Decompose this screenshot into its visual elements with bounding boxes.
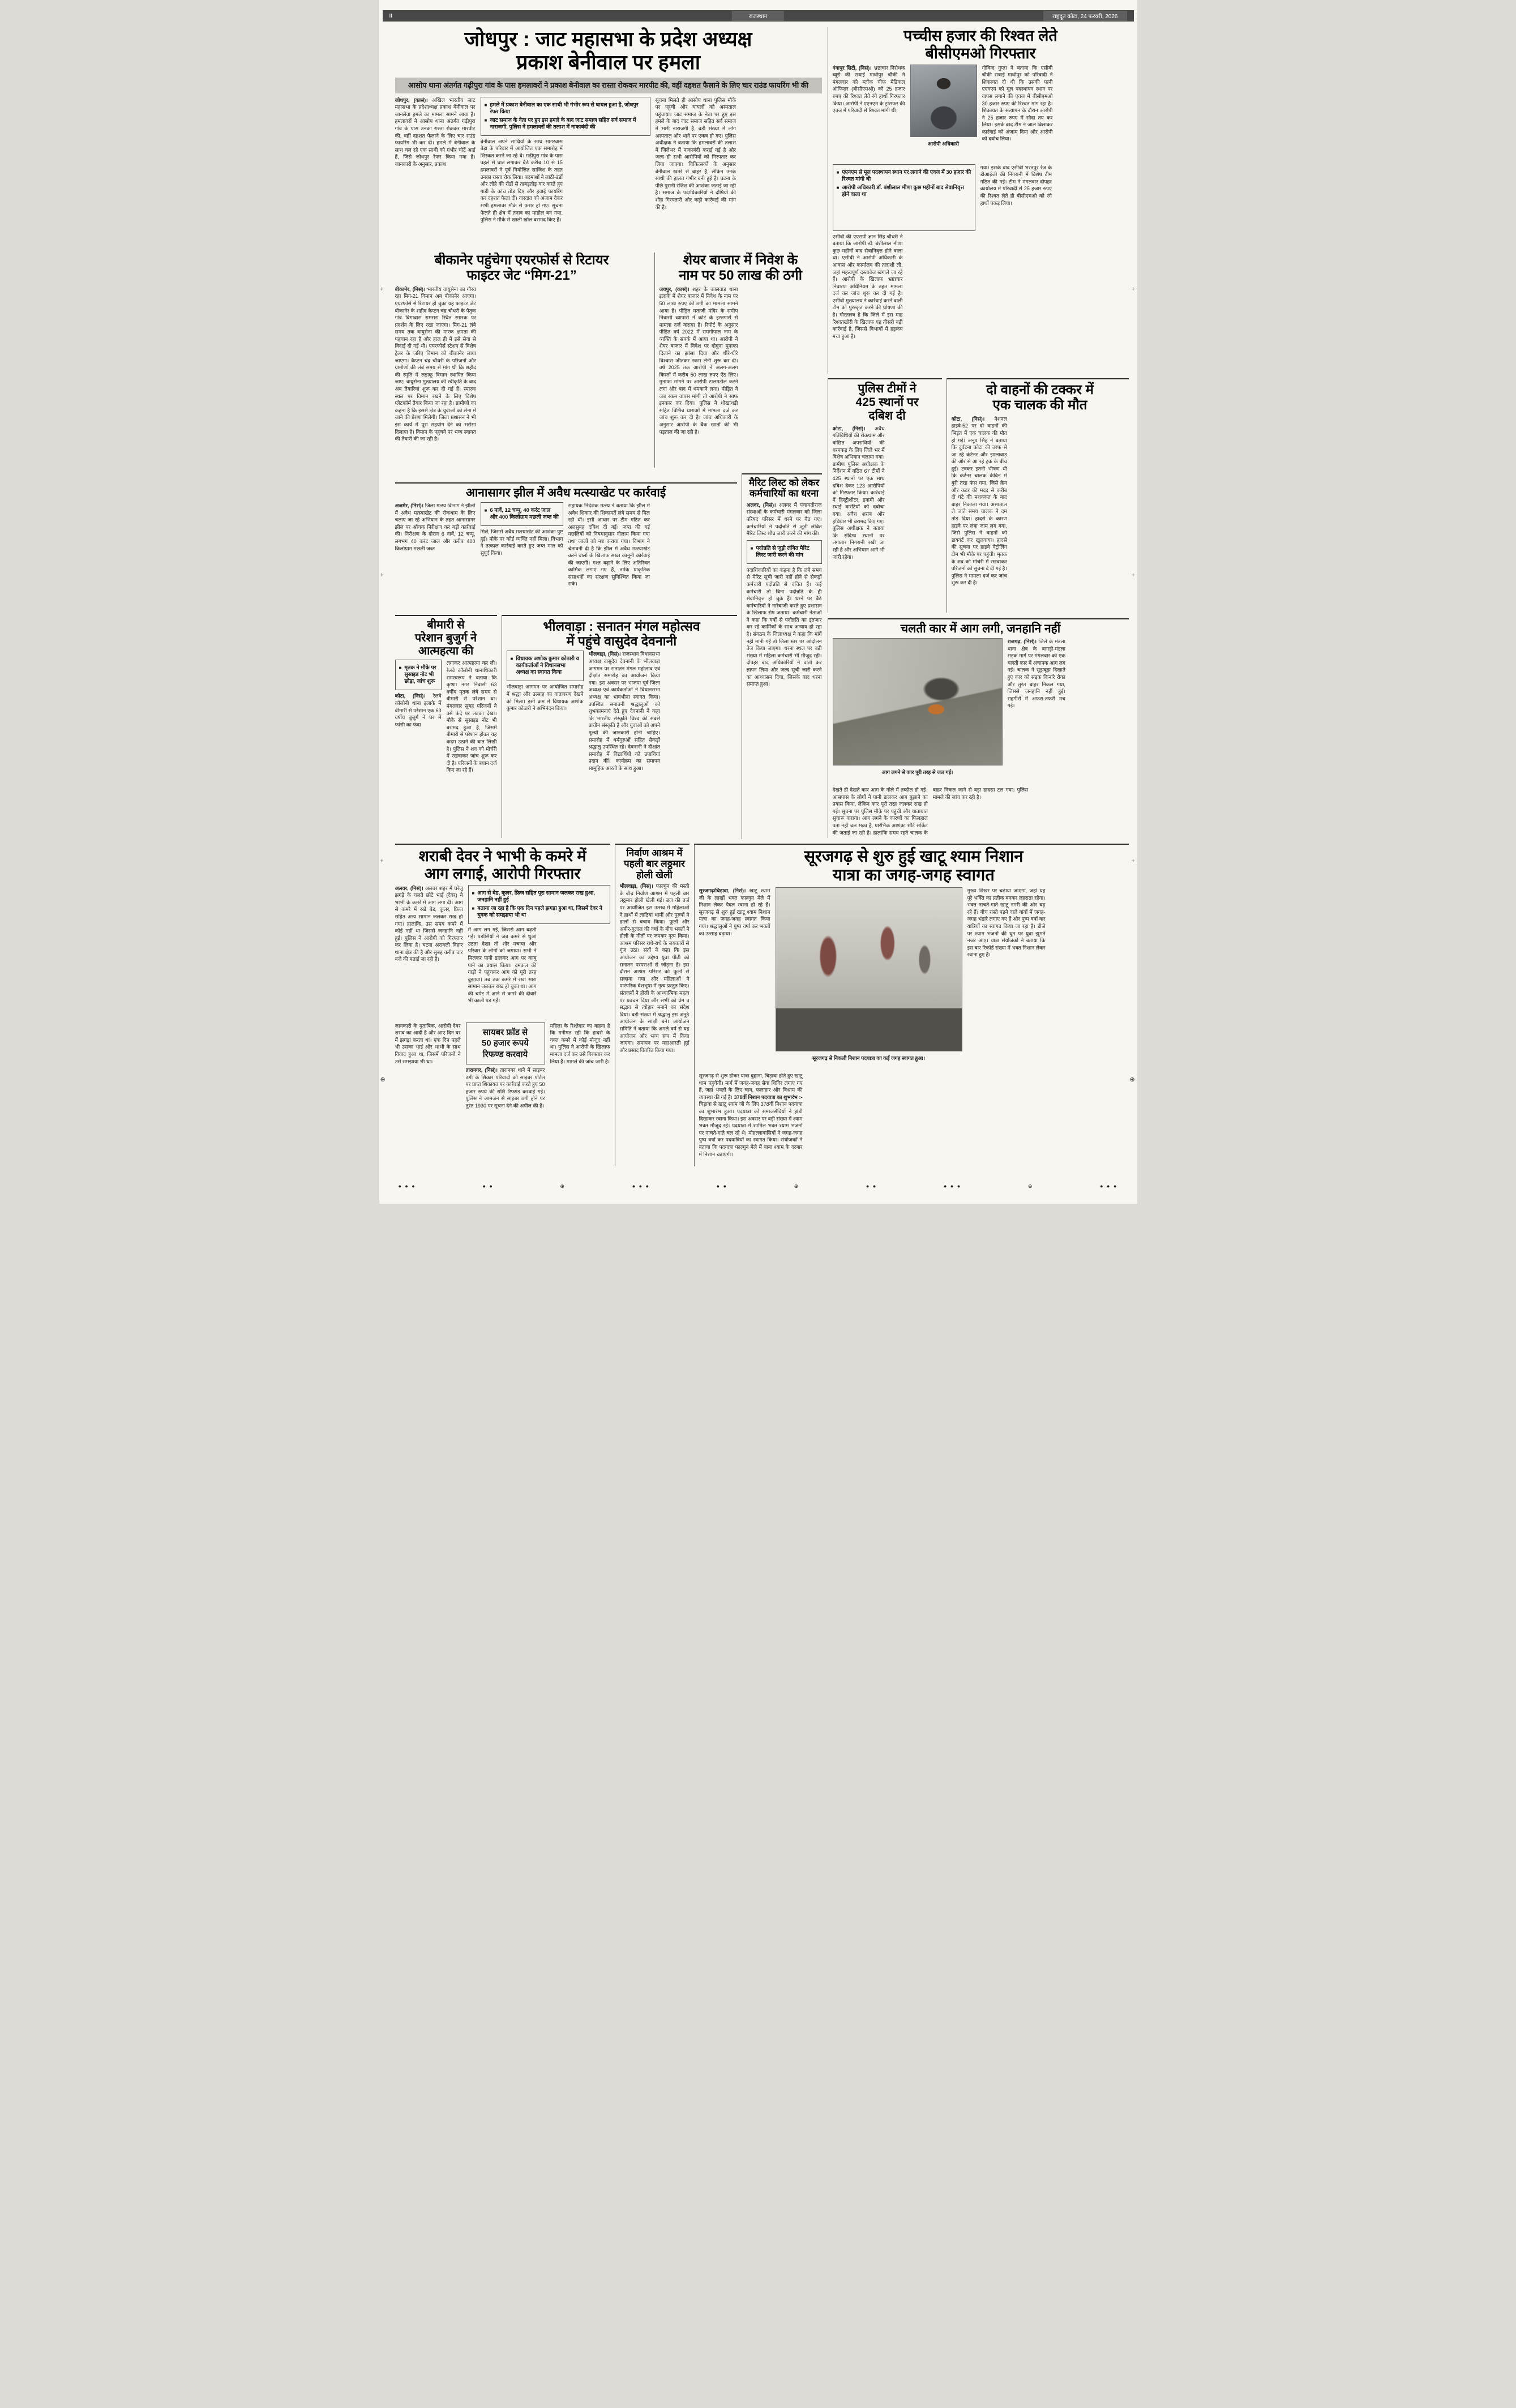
body-text: बीकानेर, (निसं)। भारतीय वायुसेना का गौरव रहा मिग-21 विमान अब बीकानेर आएगा। एयरफोर्स से रिटायर हो चुका यह फाइटर जेट बीकानेर के शहीद कैप्टन चंद्र चौधरी के पैतृक गांव बिगावास रामसरा स्थित स्मारक पर प्रदर्शन के लिए रखा जाएगा। मिग-21 लंबे समय तक वायुसेना की मारक क्षमता की पहचान रहा है और हाल ही में इसे सेवा से विदाई दी गई थी। एयरफोर्स स्टेशन से विशेष ट्रेलर के जरिए विमान को बीकानेर लाया जाएगा। कैप्टन चंद्र चौधरी के परिजनों और ग्रामीणों की लंबे समय से मांग थी कि शहीद की स्मृति में लड़ाकू विमान स्थापित किया जाए। वायुसेना मुख्यालय की स्वीकृति के बाद अब तैयारियां शुरू कर दी गई हैं। स्मारक स्थल पर विमान रखने के लिए विशेष प्लेटफॉर्म तैयार किया जा रहा है। ग्रामीणों का कहना है कि इससे क्षेत्र के युवाओं को सेना में जाने की प्रेरणा मिलेगी। जिला प्रशासन ने भी इस कार्य में पूरा सहयोग देने का भरोसा दिलाया है। विमान के पहुंचने पर भव्य स्वागत की तैयारी की जा रही है। xyxy=(395,286,476,442)
registration-mark: + xyxy=(380,858,384,865)
body-text: मिले, जिससे अवैध मत्स्याखेट की आशंका पुष्ट हुई। मौके पर कोई व्यक्ति नहीं मिला। विभाग ने तत्काल कार्रवाई करते हुए जब्त माल को सुपुर्द किया। xyxy=(480,528,563,556)
dateline: कोटा, (निसं)। xyxy=(951,416,985,422)
headline: सायबर फ्रॉड से 50 हजार रूपये रिफण्ड करवाये xyxy=(466,1023,545,1065)
registration-target-mark: ⊕ xyxy=(1129,1076,1135,1083)
highlight-box xyxy=(747,540,822,564)
headline: शराबी देवर ने भाभी के कमरे में आग लगाई, आरोपी गिरफ्तार xyxy=(418,848,586,882)
article-bhilwara-devnani xyxy=(502,615,737,838)
headline: पुलिस टीमों ने 425 स्थानों पर दबिश दी xyxy=(855,382,919,422)
article-car-fire xyxy=(828,618,1129,838)
dateline: गंगापुर सिटी, (निसं)। xyxy=(832,65,872,71)
bullet-item: ■ 6 नावें, 12 चप्पू, 40 करंट जाल और 400 किलोग्राम मछली जब्त की xyxy=(485,507,559,521)
body-text: सूचना मिलते ही आसोप थाना पुलिस मौके पर पहुंची और घायलों को अस्पताल पहुंचाया। जाट समाज के नेता पर हुए इस हमले के बाद जाट समाज सहित सर्व समाज में भारी नाराजगी है, बड़ी संख्या में लोग अस्पताल और थाने पर एकत्र हो गए। पुलिस अधीक्षक ने बताया कि हमलावरों की तलाश में जिलेभर में नाकाबंदी कराई गई है और जल्द ही सभी आरोपियों को गिरफ्तार कर लिया जाएगा। चिकित्सकों के अनुसार बेनीवाल खतरे से बाहर हैं, लेकिन उनके साथी की हालत गंभीर बनी हुई है। घटना के पीछे पुरानी रंजिश की आशंका जताई जा रही है। समाज के पदाधिकारियों ने दोषियों की शीघ्र गिरफ्तारी और कड़ी कार्रवाई की मांग की है। xyxy=(655,97,736,210)
bullet-icon xyxy=(837,185,840,198)
body-text: कोटा, (निसं)। रेलवे कॉलोनी थाना इलाके में बीमारी से परेशान एक 63 वर्षीय बुजुर्ग ने घर में फांसी का फंदा xyxy=(395,693,442,728)
body-text: जयपुर, (कासं)। शहर के कालवाड़ थाना इलाके में शेयर बाजार में निवेश के नाम पर 50 लाख रुपए की ठगी का मामला सामने आया है। पीड़ित मताजी मंदिर के समीप निवासी व्यापारी ने कोर्ट के इस्तगासे से मामला दर्ज कराया है। रिपोर्ट के अनुसार पीड़ित वर्ष 2022 में रामगोपाल नाम के व्यक्ति के संपर्क में आया था। आरोपी ने शेयर बाजार में निवेश पर दोगुना मुनाफा दिलाने का झांसा दिया और धीरे-धीरे विश्वास जीतकर रकम लेनी शुरू कर दी। वर्ष 2025 तक आरोपी ने अलग-अलग किस्तों में करीब 50 लाख रुपए ऐंठ लिए। मुनाफा मांगने पर आरोपी टालमटोल करने लगा और बाद में धमकाने लगा। पीड़ित ने जब रकम वापस मांगी तो आरोपी ने साफ इनकार कर दिया। पुलिस ने धोखाधड़ी सहित विभिन्न धाराओं में मामला दर्ज कर जांच शुरू कर दी है। जांच अधिकारी के अनुसार आरोपी के बैंक खातों की भी पड़ताल की जा रही है। xyxy=(659,286,738,435)
registration-mark: + xyxy=(380,286,384,293)
bullet-icon xyxy=(472,905,475,919)
inline-subhead: 378वीं निशान पदयात्रा का शुभारंभ :- xyxy=(734,1094,803,1100)
registration-mark: + xyxy=(1131,286,1135,293)
bullet-icon xyxy=(751,545,753,559)
print-mark: ⊕ xyxy=(1027,1183,1034,1189)
dateline: अलवर, (निसं)। xyxy=(395,885,423,891)
headline: चलती कार में आग लगी, जनहानि नहीं xyxy=(900,622,1061,635)
headline: दो वाहनों की टक्कर में एक चालक की मौत xyxy=(986,382,1094,413)
bullet-item: ■ आग से बेड, कूलर, फ्रिज सहित पूरा सामान जलकर राख हुआ, जनहानि नहीं हुई xyxy=(472,890,606,904)
dateline: अजमेर, (निसं)। xyxy=(395,502,424,508)
dateline: राजगढ़, (निसं)। xyxy=(1007,638,1037,644)
registration-mark: + xyxy=(380,572,384,579)
dateline: जोधपुर, (कासं)। xyxy=(395,97,428,103)
newspaper-page xyxy=(379,0,1137,1204)
print-mark: ● ● xyxy=(866,1183,877,1189)
headline: आनासागर झील में अवैध मत्स्याखेट पर कार्रवाई xyxy=(465,486,666,499)
article-anasagar-fishing-action xyxy=(395,482,737,609)
article-elderly-suicide xyxy=(395,615,497,838)
dateline: तारानगर, (निसं)। xyxy=(465,1067,498,1073)
body-text: में आग लग गई, जिससे आग बढ़ती गई। पड़ोसियों ने जब कमरे से धुआं उठता देखा तो शोर मचाया और परिवार के लोगों को जगाया। सभी ने मिलकर पानी डालकर आग पर काबू पाने का प्रयास किया। दमकल की गाड़ी ने पहुंचकर आग को पूरी तरह बुझाया। तब तक कमरे में रखा सारा सामान जलकर राख हो चुका था। आग की चपेट में आने से कमरे की दीवारें भी काली पड़ गईं। xyxy=(468,926,537,1004)
article-cyber-refund xyxy=(466,1023,545,1166)
print-mark: ● ● ● xyxy=(398,1183,416,1189)
body-text: बेनीवाल अपने साथियों के साथ सागरवास बेड़ा के परिवार में आयोजित एक समारोह में शिरकत करने जा रहे थे। गढ़ीपुरा गांव के पास पहले से घात लगाकर बैठे करीब 10 से 15 हमलावरों ने पूर्व नियोजित साजिश के तहत उनका रास्ता रोक लिया। बदमाशों ने लाठी-डंडों और लोहे की रॉडों से ताबड़तोड़ वार करते हुए गाड़ी के कांच तोड़ दिए और हवाई फायरिंग कर दहशत फैला दी। वारदात को अंजाम देकर सभी हमलावर मौके से फरार हो गए। सूचना फैलते ही क्षेत्र में तनाव का माहौल बन गया, पुलिस ने मौके से खाली खोल बरामद किए हैं। xyxy=(480,138,563,223)
body-text: लगाकर आत्महत्या कर ली। रेलवे कॉलोनी थानाधिकारी रामस्वरूप ने बताया कि कृष्णा नगर निवासी 63 वर्षीय मृतक लंबे समय से बीमारी से परेशान था। मंगलवार सुबह परिजनों ने उसे फंदे पर लटका देखा। मौके से सुसाइड नोट भी बरामद हुआ है, जिसमें बीमारी से परेशान होकर यह कदम उठाने की बात लिखी है। पुलिस ने शव को मोर्चरी में रखवाकर जांच शुरू कर दी है। परिजनों के बयान दर्ज किए जा रहे हैं। xyxy=(446,660,497,773)
bullet-item: ■ पदोन्नति से जुड़ी लंबित मैरिट लिस्ट जारी करने की मांग xyxy=(751,545,818,559)
highlight-box xyxy=(833,164,975,231)
article-vehicle-collision-death xyxy=(947,378,1129,613)
body-text: मुख्य शिखर पर चढ़ाया जाएगा, जहां यह पूरे भक्ति का प्रतीक बनकर लहराता रहेगा। भक्त नाचते-गाते खाटू नगरी की ओर बढ़ रहे हैं। बीच रास्ते पड़ने वाले गांवों में जगह-जगह भंडारे लगाए गए हैं और पुष्प वर्षा कर यात्रियों का स्वागत किया जा रहा है। डीजे पर श्याम भजनों की धुन पर युवा झूमते नजर आए। यात्रा संयोजकों ने बताया कि इस बार रिकॉर्ड संख्या में भक्त निशान लेकर रवाना हुए हैं। xyxy=(967,888,1046,958)
bullet-item: ■ बताया जा रहा है कि एक दिन पहले झगड़ा हुआ था, जिसमें देवर ने युवक को समझाया भी था xyxy=(472,905,606,919)
print-mark: ● ● ● xyxy=(632,1183,650,1189)
dateline: बीकानेर, (निसं)। xyxy=(395,286,426,292)
body-text: सूरजगढ़ से शुरू होकर यात्रा बुहाना, चिड़ावा होते हुए खाटू धाम पहुंचेगी। मार्ग में जगह-जगह सेवा शिविर लगाए गए हैं, जहां भक्तों के लिए चाय, फलाहार और विश्राम की व्यवस्था की गई है। 378वीं निशान पदयात्रा का शुभारंभ :- चिड़ावा से खाटू श्याम जी के लिए 378वीं निशान पदयात्रा का शुभारंभ हुआ। पदयात्रा को समाजसेवियों ने झंडी दिखाकर रवाना किया। इस अवसर पर बड़ी संख्या में श्याम भक्त मौजूद रहे। पदयात्रा में शामिल भक्त श्याम भजनों पर नाचते-गाते चल रहे थे। मोहल्लावासियों ने जगह-जगह पुष्प वर्षा कर पदयात्रियों का स्वागत किया। संयोजकों ने बताया कि पदयात्रा फाल्गुन मेले में बाबा श्याम के दरबार में निशान चढ़ाएगी। xyxy=(699,1073,803,1157)
photo-caption: आग लगने से कार पूरी तरह से जल गई। xyxy=(881,769,953,775)
registration-target-mark: ⊕ xyxy=(380,1076,386,1083)
body-text: भीलवाड़ा आगमन पर आयोजित समारोह में श्रद्धा और उत्साह का वातावरण देखने को मिला। इसी क्रम में विधायक अशोक कुमार कोठारी ने अभिनंदन किया। xyxy=(506,684,584,712)
highlight-box xyxy=(395,660,442,690)
page-number: II xyxy=(389,12,393,19)
bullet-icon xyxy=(485,507,487,521)
standfirst: आसोप थाना अंतर्गत गढ़ीपुरा गांव के पास हमलावरों ने प्रकाश बेनीवाल का रास्ता रोककर मारपीट की, वहीं दहशत फैलाने के लिए चार राउंड फायरिंग भी की xyxy=(395,78,822,93)
body-text: कोटा, (निसं)। अवैध गतिविधियों की रोकथाम और वांछित अपराधियों की धरपकड़ के लिए जिले भर में विशेष अभियान चलाया गया। ग्रामीण पुलिस अधीक्षक के निर्देशन में गठित 67 टीमों ने 425 स्थानों पर एक साथ दबिश देकर 123 आरोपियों को गिरफ्तार किया। कार्रवाई में हिस्ट्रीशीटर, इनामी और स्थाई वारंटियों को दबोचा गया। अवैध शराब और हथियार भी बरामद किए गए। पुलिस अधीक्षक ने बताया कि संदिग्ध स्थानों पर लगातार निगरानी रखी जा रही है और अभियान आगे भी जारी रहेगा। xyxy=(832,425,885,560)
dateline: भीलवाड़ा, (निसं)। xyxy=(619,883,653,889)
print-mark: ● ● ● xyxy=(943,1183,962,1189)
dateline: जयपुर, (कासं)। xyxy=(659,286,690,292)
body-text: गंगापुर सिटी, (निसं)। भ्रष्टाचार निरोधक ब्यूरो की सवाई माधोपुर चौकी ने मंगलवार को ब्लॉक चीफ मेडिकल ऑफिसर (बीसीएमओ) को 25 हजार रुपए की रिश्वत लेते रंगे हाथों गिरफ्तार किया। आरोपी ने एएनएम के ट्रांसफर की एवज में परिवादी से रिश्वत मांगी थी। xyxy=(832,65,905,114)
bullet-icon xyxy=(472,890,475,904)
article-lathmar-holi xyxy=(615,844,690,1166)
bullet-icon xyxy=(485,102,487,116)
print-mark: ● ● ● xyxy=(1100,1183,1118,1189)
bullet-item: ■ मृतक ने मौके पर सुसाइड नोट भी छोड़ा, जांच शुरू xyxy=(399,665,438,685)
article-police-raids xyxy=(828,378,942,613)
body-text: भीलवाड़ा, (निसं)। राजस्थान विधानसभा अध्यक्ष वासुदेव देवनानी के भीलवाड़ा आगमन पर सनातन मंगल महोत्सव एवं दीक्षांत समारोह का आयोजन किया गया। इस अवसर पर भाजपा पूर्व जिला अध्यक्ष एवं कार्यकर्ताओं ने विधानसभा अध्यक्ष का भावभीना स्वागत किया। उपस्थित सनातनी श्रद्धालुओं को शुभकामनाएं देते हुए देवनानी ने कहा कि भारतीय संस्कृति विश्व की सबसे प्राचीन संस्कृति है और युवाओं को अपने मूल्यों की जानकारी होनी चाहिए। समारोह में धर्मगुरुओं सहित सैकड़ों श्रद्धालु उपस्थित रहे। देवनानी ने दीक्षांत समारोह में विद्यार्थियों को उपाधियां प्रदान कीं। कार्यक्रम का समापन सामूहिक आरती के साथ हुआ। xyxy=(588,651,661,771)
dateline: अलवर, (निसं)। xyxy=(746,502,776,508)
article-room-arson-arrest xyxy=(395,844,610,1166)
dateline: भीलवाड़ा, (निसं)। xyxy=(588,651,621,657)
headline: बीमारी से परेशान बुजुर्ग ने आत्महत्या की xyxy=(414,619,477,657)
bullet-icon xyxy=(511,656,513,676)
registration-mark: + xyxy=(1131,572,1135,579)
body-text: तारानगर, (निसं)। तारानगर थाने में साइबर ठगी के शिकार परिवादी को साइबर पोर्टल पर प्राप्त शिकायत पर कार्रवाई करते हुए 50 हजार रुपये की राशि रिफण्ड करवाई गई। पुलिस ने आमजन से साइबर ठगी होने पर तुरंत 1930 पर सूचना देने की अपील की है। xyxy=(465,1067,545,1109)
dateline: कोटा, (निसं)। xyxy=(832,425,866,431)
photo-caption: आरोपी अधिकारी xyxy=(927,140,960,147)
bullet-item: ■ विधायक अशोक कुमार कोठारी व कार्यकर्ताओं ने विधानसभा अध्यक्ष का स्वागत किया xyxy=(511,656,580,676)
bullet-icon xyxy=(837,169,840,183)
body-text: देखते ही देखते कार आग के गोले में तब्दील हो गई। आसपास के लोगों ने पानी डालकर आग बुझाने का प्रयास किया, लेकिन कार पूरी तरह जलकर राख हो गई। सूचना पर पुलिस मौके पर पहुंची और यातायात सुचारू कराया। आग लगने के कारणों का फिलहाल पता नहीं चल सका है, प्रारंभिक आशंका शॉर्ट सर्किट की जताई जा रही है। हालांकि समय रहते चालक के बाहर निकल जाने से बड़ा हादसा टल गया। पुलिस मामले की जांच कर रही है। xyxy=(832,786,1029,836)
article-khatu-nishan-yatra xyxy=(694,844,1129,1166)
article-merit-list-protest xyxy=(742,473,822,839)
burning-car-photo xyxy=(833,638,1003,765)
body-text: एसीबी की एएसपी ज्ञान सिंह चौधरी ने बताया कि आरोपी डॉ. बंशीलाल मीणा कुछ महीनों बाद सेवानिवृत्त होने वाला था। एसीबी ने आरोपी अधिकारी के आवास और कार्यालय की तलाशी ली, जहां महत्वपूर्ण दस्तावेज खंगाले जा रहे हैं। आरोपी के खिलाफ भ्रष्टाचार निवारण अधिनियम के तहत मामला दर्ज कर जांच शुरू कर दी गई है। एसीबी मुख्यालय ने कार्रवाई करने वाली टीम को पुरस्कृत करने की घोषणा की है। गौरतलब है कि जिले में इस माह रिश्वतखोरी के खिलाफ यह तीसरी बड़ी कार्रवाई है, जिससे विभागों में हड़कंप मचा हुआ है। xyxy=(832,233,903,339)
body-text: सूरजगढ़/चिड़ावा, (निसं)। खाटू श्याम जी के लाखों भक्त फाल्गुन मेले में निशान लेकर पैदल रवाना हो रहे हैं। सूरजगढ़ से शुरु हुई खाटू श्याम निशान यात्रा का जगह-जगह स्वागत किया गया। श्रद्धालुओं ने पुष्प वर्षा कर भक्तों का उत्साह बढ़ाया। xyxy=(699,888,770,936)
headline: पच्चीस हजार की रिश्वत लेते बीसीएमओ गिरफ्तार xyxy=(903,27,1057,62)
article-jat-mahasabha-attack xyxy=(395,27,822,247)
headline: मैरिट लिस्ट को लेकर कर्मचारियों का धरना xyxy=(748,477,820,499)
headline: जोधपुर : जाट महासभा के प्रदेश अध्यक्ष प्रकाश बेनीवाल पर हमला xyxy=(464,27,752,74)
body-text: अलवर, (निसं)। अलवर शहर में घरेलू झगड़े के चलते छोटे भाई (देवर) ने भाभी के कमरे में आग लगा दी। आग से कमरे में रखे बेड, कूलर, फ्रिज सहित अन्य सामान जलकर राख हो गया। हालांकि, उस समय कमरे में कोई नहीं था जिससे जनहानि नहीं हुई। पुलिस ने आरोपी को गिरफ्तार कर लिया है। घटना अरावली विहार थाना क्षेत्र की है और सुबह करीब चार बजे की बताई जा रही है। xyxy=(395,885,463,963)
dateline: सूरजगढ़/चिड़ावा, (निसं)। xyxy=(699,888,746,894)
body-text: पदाधिकारियों का कहना है कि लंबे समय से मैरिट सूची जारी नहीं होने से सैकड़ों कर्मचारी पदोन्नति से वंचित हैं। कई कर्मचारी तो बिना पदोन्नति के ही सेवानिवृत्त हो चुके हैं। धरने पर बैठे कर्मचारियों ने नारेबाजी करते हुए प्रशासन के खिलाफ रोष जताया। कर्मचारी नेताओं ने कहा कि वर्षों से पदोन्नति का इंतजार कर रहे कार्मिकों के साथ अन्याय हो रहा है। संगठन के जिलाध्यक्ष ने कहा कि मांगें नहीं मानी गईं तो जिला स्तर पर आंदोलन तेज किया जाएगा। धरना स्थल पर बड़ी संख्या में महिला कर्मचारी भी मौजूद रहीं। दोपहर बाद अधिकारियों ने वार्ता कर ज्ञापन लिया और जल्द सूची जारी करने का आश्वासन दिया, जिसके बाद धरना समाप्त हुआ। xyxy=(746,567,822,687)
print-mark: ⊕ xyxy=(560,1183,566,1189)
headline: भीलवाड़ा : सनातन मंगल महोत्सव में पहुंचे वासुदेव देवनानी xyxy=(543,619,700,649)
highlight-box xyxy=(481,97,650,136)
body-text: कोटा, (निसं)। नेशनल हाइवे-52 पर दो वाहनों की भिड़ंत में एक चालक की मौत हो गई। अनूप सिंह ने बताया कि दुर्घटना कोटा की तरफ से जा रहे कंटेनर और झालावाड़ की ओर से आ रहे ट्रक के बीच हुई। टक्कर इतनी भीषण थी कि कंटेनर चालक केबिन में बुरी तरह फंस गया, जिसे क्रेन और कटर की मदद से करीब दो घंटे की मशक्कत के बाद बाहर निकाला गया। अस्पताल ले जाते समय चालक ने दम तोड़ दिया। हादसे के कारण हाइवे पर लंबा जाम लग गया, जिसे पुलिस ने वाहनों को डायवर्ट कर खुलवाया। हादसे की सूचना पर हाइवे पेट्रोलिंग टीम भी मौके पर पहुंची। मृतक के शव को मोर्चरी में रखवाकर परिजनों को सूचना दे दी गई है। पुलिस ने मामला दर्ज कर जांच शुरू कर दी है। xyxy=(951,416,1007,586)
body-text: गया। इसके बाद एसीबी भरतपुर रेंज के डीआईजी की निगरानी में विशेष टीम गठित की गई। टीम ने मंगलवार दोपहर कार्यालय में परिवादी से 25 हजार रुपए की रिश्वत लेते ही बीसीएमओ को रंगे हाथों पकड़ लिया। xyxy=(980,164,1052,206)
article-mig21-bikaner xyxy=(395,253,649,477)
dateline: कोटा, (निसं)। xyxy=(395,693,426,699)
headline: सूरजगढ़ से शुरु हुई खाटू श्याम निशान यात्रा का जगह-जगह स्वागत xyxy=(804,848,1023,885)
print-mark: ⊕ xyxy=(794,1183,800,1189)
bullet-item: ■ आरोपी अधिकारी डॉ. बंशीलाल मीणा कुछ महीनों बाद सेवानिवृत्त होने वाला था xyxy=(837,185,971,198)
body-text: महिला के रिश्तेदार का कहना है कि गनीमत रही कि हादसे के वक्त कमरे में कोई मौजूद नहीं था। पुलिस ने आरोपी के खिलाफ मामला दर्ज कर उसे गिरफ्तार कर लिया है। मामले की जांच जारी है। xyxy=(550,1023,610,1064)
body-text: गोविन्द गुप्ता ने बताया कि एसीबी चौकी सवाई माधोपुर को परिवादी ने शिकायत दी थी कि उसकी पत्नी एएनएम को मूल पदस्थापन स्थान पर वापस लगाने की एवज में बीसीएमओ 30 हजार रुपए की रिश्वत मांग रहा है। शिकायत के सत्यापन के दौरान आरोपी ने 25 हजार रुपए में सौदा तय कर लिया। इसके बाद टीम ने जाल बिछाकर कार्रवाई को अंजाम दिया और आरोपी को दबोच लिया। xyxy=(982,65,1053,142)
highlight-box xyxy=(468,885,610,924)
body-text: सहायक निदेशक मत्स्य ने बताया कि झील में अवैध शिकार की शिकायतें लंबे समय से मिल रही थीं। इसी आधार पर टीम गठित कर अलसुबह दबिश दी गई। जब्त की गई मछलियों को नियमानुसार नीलाम किया गया तथा जालों को नष्ट कराया गया। विभाग ने चेतावनी दी है कि झील में अवैध मत्स्याखेट करने वालों के खिलाफ सख्त कानूनी कार्रवाई की जाएगी। गश्त बढ़ाने के लिए अतिरिक्त कार्मिक लगाए गए हैं, ताकि प्राकृतिक संसाधनों का संरक्षण सुनिश्चित किया जा सके। xyxy=(568,502,650,587)
headline: शेयर बाजार में निवेश के नाम पर 50 लाख की ठगी xyxy=(679,253,802,284)
article-bcmo-bribe-arrest xyxy=(828,27,1129,374)
bullet-icon xyxy=(399,665,402,685)
highlight-box xyxy=(481,502,563,526)
footer-print-marks xyxy=(399,1183,1118,1190)
bullet-item: ■ हमले में प्रकाश बेनीवाल का एक साथी भी गंभीर रूप से घायल हुआ है, जोधपुर रेफर किया xyxy=(485,102,646,116)
article-share-market-fraud xyxy=(654,253,822,468)
body-text: अजमेर, (निसं)। जिला मत्स्य विभाग ने झीलों में अवैध मत्स्याखेट की रोकथाम के लिए चलाए जा रहे अभियान के तहत आनासागर झील पर औचक निरीक्षण कर बड़ी कार्रवाई की। निरीक्षण के दौरान 6 नावें, 12 चप्पू, लगभग 40 करंट जाल और करीब 400 किलोग्राम मछली जब्त xyxy=(395,502,476,551)
body-text: भीलवाड़ा, (निसं)। फाल्गुन की मस्ती के बीच निर्वाण आश्रम में पहली बार लठ्ठमार होली खेली गई। ब्रज की तर्ज पर आयोजित इस उत्सव में महिलाओं ने हाथों में लाठियां थामीं और पुरुषों ने ढालों से बचाव किया। फूलों और अबीर-गुलाल की वर्षा के बीच भक्तों ने होली के गीतों पर जमकर नृत्य किया। आश्रम परिसर राधे-राधे के जयकारों से गूंज उठा। संतों ने कहा कि इस आयोजन का उद्देश्य युवा पीढ़ी को सनातन परंपराओं से जोड़ना है। इस दौरान आश्रम परिसर को फूलों से सजाया गया और महिलाओं ने पारंपरिक वेशभूषा में नृत्य प्रस्तुत किए। संतजनों ने होली के आध्यात्मिक महत्व पर प्रवचन दिया और सभी को प्रेम व सद्भाव से त्योहार मनाने का संदेश दिया। बड़ी संख्या में श्रद्धालु इस अनूठे आयोजन के साक्षी बने। आयोजन समिति ने बताया कि अगले वर्ष से यह आयोजन और भव्य रूप में किया जाएगा। समापन पर महाआरती हुई और प्रसाद वितरित किया गया। xyxy=(619,883,690,1053)
registration-mark: + xyxy=(1131,858,1135,865)
highlight-box xyxy=(507,651,584,681)
accused-officer-photo xyxy=(910,65,977,137)
print-mark: ● ● xyxy=(716,1183,728,1189)
print-mark: ● ● xyxy=(482,1183,494,1189)
photo-caption: सूरजगढ़ से निकली निशान पदयात्रा का कई जगह स्वागत हुआ। xyxy=(812,1055,925,1062)
header-bar xyxy=(383,10,1134,22)
bullet-item: ■ एएनएम से मूल पदस्थापन स्थान पर लगाने की एवज में 30 हजार की रिश्वत मांगी थी xyxy=(837,169,971,183)
body-text: जानकारी के मुताबिक, आरोपी देवर शराब का आदी है और आए दिन घर में झगड़ा करता था। एक दिन पहले भी उसका भाई और भाभी के साथ विवाद हुआ था, जिसमें परिजनों ने उसे समझाया भी था। xyxy=(395,1023,461,1064)
bullet-icon xyxy=(485,117,487,131)
edition-label: राजस्थान xyxy=(732,11,784,21)
headline: निर्वाण आश्रम में पहली बार लठ्ठमार होली खेली xyxy=(624,848,685,880)
body-text: राजगढ़, (निसं)। जिले के मंडला थाना क्षेत्र के बागड़ी-मंडला सड़क मार्ग पर मंगलवार को एक चलती कार में अचानक आग लग गई। चालक ने सूझबूझ दिखाते हुए कार को सड़क किनारे रोका और तुरंत बाहर निकल गया, जिससे जनहानि नहीं हुई। राहगीरों में अफरा-तफरी मच गई। xyxy=(1007,638,1065,709)
body-text: अलवर, (निसं)। अलवर में पंचायतीराज संस्थाओं के कर्मचारी मंगलवार को जिला परिषद परिसर में धरने पर बैठ गए। कर्मचारियों ने पदोन्नति से जुड़ी लंबित मैरिट लिस्ट शीघ्र जारी करने की मांग की। xyxy=(746,502,822,537)
body-text: जोधपुर, (कासं)। अखिल भारतीय जाट महासभा के प्रदेशाध्यक्ष प्रकाश बेनीवाल पर जानलेवा हमले का मामला सामने आया है। हमलावरों ने आसोप थाना अंतर्गत गढ़ीपुरा गांव के पास उनका रास्ता रोककर मारपीट की, वहीं दहशत फैलाने के लिए चार राउंड फायरिंग भी कर दी। हमले में बेनीवाल के साथ चल रहे एक साथी को गंभीर चोटें आई हैं, जिसे जोधपुर रेफर किया गया है। जानकारी के अनुसार, प्रकाश xyxy=(395,97,476,167)
masthead-date: राष्ट्रदूत कोटा, 24 फरवरी, 2026 xyxy=(1043,11,1127,21)
headline: बीकानेर पहुंचेगा एयरफोर्स से रिटायर फाइटर जेट “मिग-21” xyxy=(434,253,609,284)
nishan-yatra-photo xyxy=(776,887,962,1051)
bullet-item: ■ जाट समाज के नेता पर हुए इस हमले के बाद जाट समाज सहित सर्व समाज में नाराजगी, पुलिस ने हमलावरों की तलाश में नाकाबंदी की xyxy=(485,117,646,131)
